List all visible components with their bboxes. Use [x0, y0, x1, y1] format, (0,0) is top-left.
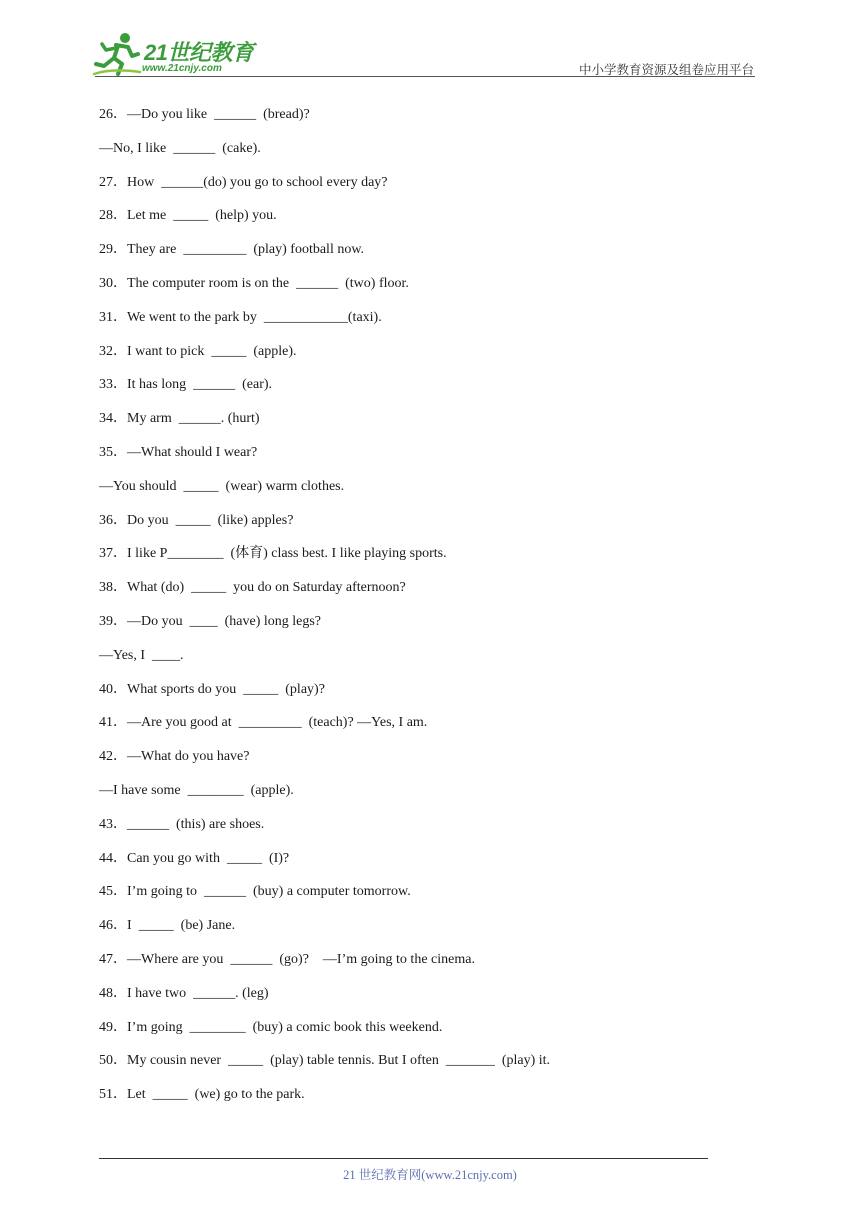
logo-main-text: 21世纪教育 — [144, 40, 254, 65]
question-line: 31．We went to the park by ____________(taxi). — [99, 309, 382, 325]
footer-divider — [99, 1158, 708, 1159]
question-line: 29．They are _________ (play) football now. — [99, 242, 365, 258]
question-line: 39．—Do you ____ (have) long legs? — [99, 613, 322, 629]
site-logo — [92, 30, 262, 78]
question-line: 26．—Do you like ______ (bread)? — [99, 107, 310, 122]
question-line: 47．—Where are you ______ (go)? —I’m going to the cinema. — [99, 951, 475, 967]
question-line: 34．My arm ______. (hurt) — [99, 411, 260, 427]
footer-source-text: 21 世纪教育网(www.21cnjy.com) — [343, 1168, 517, 1182]
question-line: 27．How ______(do) you go to school every day? — [99, 174, 388, 190]
question-line: 32．I want to pick _____ (apple). — [99, 343, 297, 359]
question-line: 50．My cousin never _____ (play) table tennis. But I often _______ (play) it. — [99, 1053, 551, 1069]
platform-label: 中小学教育资源及组卷应用平台 — [578, 62, 754, 77]
question-line: 45．I’m going to ______ (buy) a computer tomorrow. — [99, 884, 411, 900]
question-line: 36．Do you _____ (like) apples? — [99, 512, 294, 528]
question-line: 37．I like P________ (体育) class best. I like playing sports. — [99, 546, 447, 562]
question-line: 41．—Are you good at _________ (teach)? —Yes, I am. — [99, 715, 428, 731]
question-line: 33．It has long ______ (ear). — [99, 377, 273, 393]
logo-sub-text: www.21cnjy.com — [142, 63, 222, 74]
question-line: 51．Let _____ (we) go to the park. — [99, 1087, 305, 1103]
question-line: 35．—What should I wear? — [99, 444, 258, 460]
question-line: 48．I have two ______. (leg) — [99, 985, 269, 1001]
answer-line: —Yes, I ____. — [99, 647, 184, 663]
question-list — [99, 101, 739, 1115]
answer-line: —No, I like ______ (cake). — [99, 140, 261, 156]
question-line: 30．The computer room is on the ______ (two) floor. — [99, 275, 409, 291]
page-header — [0, 0, 860, 80]
header-divider — [95, 76, 755, 77]
question-line: 43．______ (this) are shoes. — [99, 816, 265, 832]
question-line: 42．—What do you have? — [99, 749, 250, 765]
question-line: 40．What sports do you _____ (play)? — [99, 681, 325, 697]
answer-line: —I have some ________ (apple). — [99, 782, 294, 798]
question-line: 38．What (do) _____ you do on Saturday afternoon? — [99, 580, 406, 596]
running-figure-logo-icon — [92, 30, 146, 78]
question-line: 44．Can you go with _____ (I)? — [99, 850, 290, 866]
question-line: 49．I’m going ________ (buy) a comic book this weekend. — [99, 1019, 443, 1035]
question-line: 28．Let me _____ (help) you. — [99, 208, 277, 224]
answer-line: —You should _____ (wear) warm clothes. — [99, 478, 345, 494]
question-line: 46．I _____ (be) Jane. — [99, 918, 236, 934]
